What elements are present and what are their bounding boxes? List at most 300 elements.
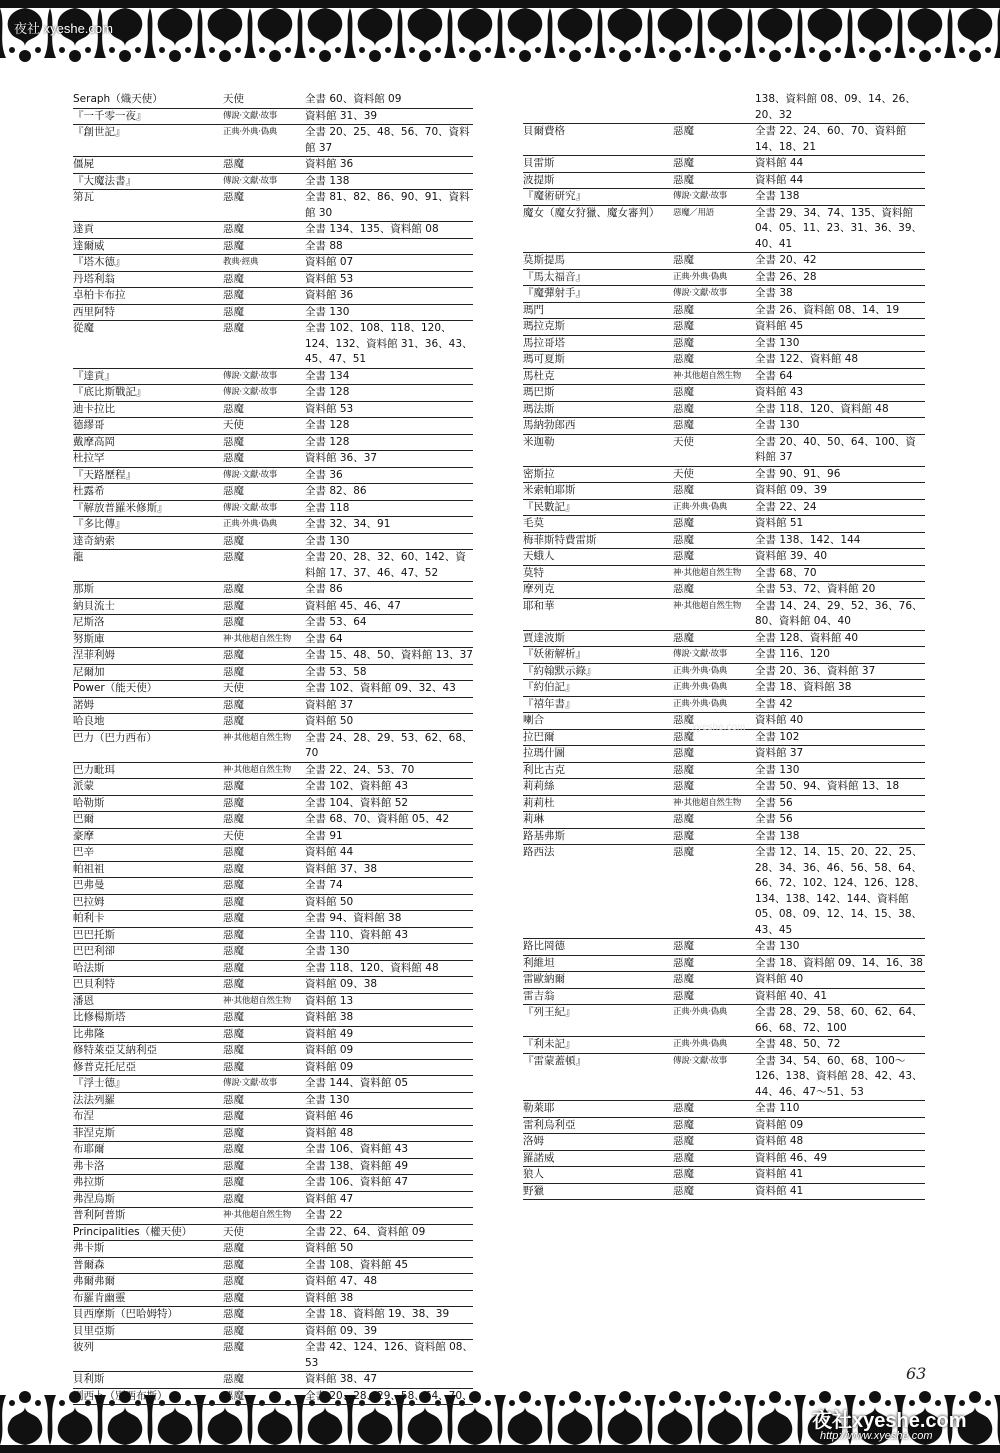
index-row — [73, 435, 473, 452]
index-row — [523, 763, 925, 780]
index-row-category: 傳說‧文獻‧故事 — [223, 502, 278, 513]
index-row — [523, 549, 925, 566]
index-row — [73, 878, 473, 895]
index-row-category: 神‧其他超自然生物 — [673, 797, 742, 808]
index-row-category: 惡魔 — [223, 1093, 244, 1106]
index-row — [523, 1037, 925, 1054]
index-row-category: 惡魔 — [223, 1242, 244, 1254]
index-row-refs: 全書 22、24 — [755, 500, 817, 513]
index-row — [523, 189, 925, 206]
index-row-name: 『馬太福音』 — [523, 270, 586, 283]
index-row-category: 惡魔 — [223, 191, 244, 203]
index-row-name: 德繆哥 — [73, 419, 105, 431]
index-row-name: 路基弗斯 — [523, 829, 565, 842]
index-row — [523, 779, 925, 796]
index-row-refs: 資料館 07 — [305, 256, 354, 268]
index-row — [73, 994, 473, 1011]
index-row-refs: 全書 138、資料館 49 — [305, 1159, 409, 1172]
index-row-name: 『天路歷程』 — [73, 468, 136, 481]
index-row-category: 神‧其他超自然生物 — [223, 1210, 292, 1220]
index-row — [73, 451, 473, 468]
index-row-refs: 資料館 44 — [755, 173, 804, 186]
index-row — [523, 631, 925, 648]
index-row-name: 普利阿普斯 — [73, 1209, 126, 1221]
index-row-refs: 全書 18、資料館 38 — [755, 681, 852, 693]
index-row-refs: 全書 130 — [755, 419, 800, 431]
index-row — [73, 255, 473, 272]
index-row — [523, 336, 925, 353]
index-row-refs: 資料館 44 — [305, 846, 354, 858]
index-row-category: 惡魔 — [673, 173, 694, 186]
index-row-name: 派蒙 — [73, 780, 94, 792]
index-row-refs: 全書 130 — [305, 534, 350, 547]
index-row-refs: 全書 53、72、資料館 20 — [755, 583, 876, 595]
index-row-refs: 全書 42 — [755, 697, 793, 710]
index-row-refs: 全書 138 — [305, 174, 350, 187]
index-row-category: 惡魔 — [223, 846, 244, 858]
index-row-refs: 全書 106、資料館 47 — [305, 1176, 409, 1188]
index-row-refs: 全書 128 — [305, 386, 350, 398]
index-row-name: 菲涅克斯 — [73, 1126, 115, 1139]
index-row-refs: 全書 68、70、資料館 05、42 — [305, 813, 450, 825]
index-row — [523, 1184, 925, 1201]
index-row-category: 惡魔 — [223, 1060, 244, 1073]
index-row — [73, 369, 473, 386]
index-row-refs: 全書 20、36、資料館 37 — [755, 664, 876, 677]
index-row-category: 惡魔 — [673, 780, 694, 792]
index-row-refs: 資料館 39、40 — [755, 550, 828, 562]
index-row — [73, 796, 473, 813]
index-row — [73, 272, 473, 289]
index-row-category: 惡魔 — [223, 1341, 244, 1353]
index-row-refs: 全書 20、25、48、56、70、資料館 37 — [305, 126, 470, 154]
index-row-category: 神‧其他超自然生物 — [223, 995, 292, 1006]
index-row — [523, 402, 925, 419]
index-row — [523, 599, 925, 631]
index-row-category: 惡魔／用語 — [673, 207, 715, 218]
index-row-name: 『多比傳』 — [73, 518, 126, 530]
index-row-name: 尼斯洛 — [73, 616, 105, 628]
index-row-name: 龍 — [73, 551, 84, 563]
index-row-refs: 全書 134 — [305, 369, 350, 382]
index-row-name: 從魔 — [73, 322, 94, 334]
index-row-name: 弗拉斯 — [73, 1176, 105, 1188]
index-row-refs: 全書 108、資料館 45 — [305, 1258, 409, 1271]
index-row-name: 『解放普羅米修斯』 — [73, 501, 168, 514]
index-row-name: 戴摩高岡 — [73, 435, 115, 448]
index-row — [73, 895, 473, 912]
index-row-category: 惡魔 — [223, 813, 244, 825]
index-row-category: 惡魔 — [223, 1143, 244, 1155]
index-row-category: 惡魔 — [673, 550, 694, 562]
index-row-refs: 資料館 37 — [305, 698, 354, 711]
index-row-refs: 全書 110、資料館 43 — [305, 928, 409, 941]
index-row-refs: 資料館 49 — [305, 1027, 354, 1040]
index-row — [523, 270, 925, 287]
index-row-refs: 全書 50、94、資料館 13、18 — [755, 780, 900, 792]
index-row-name: 別西卜（別西布斯） — [73, 1389, 168, 1402]
index-row-name: 『創世記』 — [73, 126, 126, 138]
index-row — [523, 697, 925, 714]
index-row-refs: 全書 130 — [755, 763, 800, 776]
index-row-refs: 全書 144、資料館 05 — [305, 1077, 409, 1089]
index-row-refs: 資料館 41 — [755, 1184, 804, 1197]
index-row-name: 巴弗曼 — [73, 879, 105, 891]
index-row — [73, 665, 473, 682]
index-row-name: 西里阿特 — [73, 305, 115, 318]
index-row-name: 巴爾 — [73, 813, 94, 825]
index-row — [523, 1167, 925, 1184]
index-row-category: 惡魔 — [223, 158, 244, 170]
index-row-category: 惡魔 — [673, 631, 694, 644]
index-row — [523, 989, 925, 1006]
index-row-refs: 全書 110 — [755, 1102, 800, 1114]
index-row-refs: 資料館 46、49 — [755, 1151, 828, 1164]
index-row-name: 貝雷斯 — [523, 157, 555, 169]
index-row-refs: 全書 128 — [305, 419, 350, 431]
index-row-category: 惡魔 — [223, 665, 244, 678]
index-row-name: 路西法 — [523, 846, 555, 858]
index-row-name: Principalities（權天使） — [73, 1225, 193, 1238]
index-row-name: 瑪可夏斯 — [523, 353, 565, 365]
index-row-category: 惡魔 — [673, 386, 694, 398]
index-row-name: 修特萊亞艾納利亞 — [73, 1044, 157, 1056]
index-row-category: 惡魔 — [223, 223, 244, 235]
top-ornamental-border — [0, 0, 1000, 70]
index-row — [73, 418, 473, 435]
index-row-category: 惡魔 — [223, 305, 244, 318]
index-row-name: 洛姆 — [523, 1135, 544, 1147]
index-row-refs: 全書 118、120、資料館 48 — [755, 402, 889, 415]
index-row — [73, 1291, 473, 1308]
index-row-category: 正典‧外典‧偽典 — [673, 501, 728, 512]
index-row-name: 羅諾威 — [523, 1151, 555, 1164]
index-row-name: 毛莫 — [523, 517, 544, 529]
index-row-category: 神‧其他超自然生物 — [673, 600, 742, 611]
index-row-name: 巴巴利卻 — [73, 945, 115, 957]
index-row-name: 瑪法斯 — [523, 402, 555, 415]
page-number: 63 — [906, 1364, 927, 1383]
index-row-refs: 資料館 53 — [305, 272, 354, 285]
index-row-category: 惡魔 — [223, 945, 244, 957]
index-row — [523, 516, 925, 533]
index-row-category: 惡魔 — [673, 1102, 694, 1114]
index-row-refs: 資料館 46 — [305, 1110, 354, 1122]
index-row-refs: 資料館 45、46、47 — [305, 599, 401, 612]
index-row-name: 『魔術研究』 — [523, 190, 586, 202]
index-row-name: 納貝流士 — [73, 599, 115, 612]
index-row-refs: 資料館 47 — [305, 1192, 354, 1205]
index-row — [73, 1340, 473, 1372]
index-row-name: 『妖術解析』 — [523, 648, 586, 660]
index-row-name: 貝里亞斯 — [73, 1324, 115, 1337]
index-row — [523, 972, 925, 989]
index-row-name: 摩列克 — [523, 583, 555, 595]
index-row-category: 天使 — [673, 467, 694, 480]
index-row — [73, 681, 473, 698]
index-row-category: 惡魔 — [223, 534, 244, 547]
index-row-refs: 全書 81、82、86、90、91、資料館 30 — [305, 191, 470, 219]
index-row-refs: 全書 130 — [755, 940, 800, 952]
index-row-refs: 全書 118 — [305, 501, 350, 514]
index-row — [523, 829, 925, 846]
index-row-name: 拉瑪什圖 — [523, 747, 565, 759]
index-row-name: 米迦勒 — [523, 435, 555, 448]
index-row-category: 惡魔 — [673, 763, 694, 776]
index-row-name: 『禧年書』 — [523, 697, 576, 710]
index-row-category: 惡魔 — [673, 813, 694, 825]
index-row — [523, 582, 925, 599]
index-row-continuation — [523, 92, 925, 124]
index-row-name: 雷利烏利亞 — [523, 1118, 576, 1131]
index-row-refs: 全書 118、120、資料館 48 — [305, 961, 439, 974]
index-row — [73, 550, 473, 582]
index-row-category: 正典‧外典‧偽典 — [673, 271, 728, 282]
index-row-category: 惡魔 — [223, 1110, 244, 1122]
index-row — [523, 746, 925, 763]
index-row-refs: 全書 102、資料館 43 — [305, 780, 409, 792]
index-row-name: 弗涅烏斯 — [73, 1192, 115, 1205]
index-row-category: 惡魔 — [673, 989, 694, 1002]
index-row-refs: 全書 130 — [305, 945, 350, 957]
index-row-name: 天蛾人 — [523, 550, 555, 562]
index-row-name: 野獵 — [523, 1184, 544, 1197]
index-row-category: 惡魔 — [673, 484, 694, 496]
index-row-refs: 全書 130 — [755, 336, 800, 349]
index-row-name: 帕祖祖 — [73, 862, 105, 875]
index-row-category: 正典‧外典‧偽典 — [673, 665, 728, 676]
index-row-refs: 全書 22、24、53、70 — [305, 763, 415, 776]
index-row-category: 天使 — [223, 829, 244, 842]
index-row-category: 傳說‧文獻‧故事 — [673, 288, 728, 298]
index-row — [73, 288, 473, 305]
index-row — [73, 599, 473, 616]
index-row-category: 惡魔 — [673, 254, 694, 266]
index-row-category: 惡魔 — [673, 419, 694, 431]
index-row-category: 惡魔 — [223, 961, 244, 974]
index-row-category: 傳說‧文獻‧故事 — [223, 469, 278, 480]
index-row — [73, 1208, 473, 1225]
index-row — [73, 1109, 473, 1126]
index-row — [523, 467, 925, 484]
index-row-refs: 全書 138、142、144 — [755, 533, 861, 546]
index-row-category: 惡魔 — [223, 978, 244, 990]
index-row-name: 『大魔法書』 — [73, 174, 136, 187]
index-row-category: 惡魔 — [223, 1044, 244, 1056]
index-row-name: 勒萊耶 — [523, 1102, 555, 1114]
index-row — [73, 1093, 473, 1110]
index-row-name: 尼爾加 — [73, 665, 105, 678]
index-row-refs: 資料館 09 — [305, 1060, 354, 1073]
index-row-refs: 資料館 37 — [755, 747, 804, 759]
index-row-category: 惡魔 — [223, 1027, 244, 1040]
index-row-name: 巴貝利特 — [73, 978, 115, 990]
index-row-category: 惡魔 — [673, 714, 694, 726]
index-row-category: 神‧其他超自然生物 — [223, 764, 292, 775]
index-row — [73, 1192, 473, 1209]
index-row-category: 神‧其他超自然生物 — [673, 567, 742, 578]
index-row — [73, 928, 473, 945]
index-row-category: 惡魔 — [673, 517, 694, 529]
index-row-name: 哈法斯 — [73, 961, 105, 974]
index-row-refs: 全書 18、資料館 09、14、16、38 — [755, 956, 923, 969]
index-row-name: 第瓦 — [73, 191, 94, 203]
index-row — [73, 92, 473, 109]
index-row-refs: 資料館 09 — [305, 1044, 354, 1056]
watermark-bottom-right: 夜社xyeshe.com — [812, 1410, 967, 1432]
index-row-refs: 全書 18、資料館 19、38、39 — [305, 1308, 450, 1320]
index-row-name: 瑪拉克斯 — [523, 320, 565, 332]
index-row — [523, 845, 925, 939]
index-row-category: 惡魔 — [223, 1373, 244, 1385]
index-row-refs: 全書 38 — [755, 287, 793, 299]
index-row-refs: 全書 102 — [755, 730, 800, 743]
index-row-refs: 資料館 09、39 — [305, 1324, 378, 1337]
index-row — [523, 812, 925, 829]
index-row-category: 惡魔 — [673, 303, 694, 316]
index-row-name: 『列王紀』 — [523, 1006, 576, 1018]
index-column-right — [523, 92, 925, 1200]
index-row-category: 天使 — [223, 93, 244, 105]
index-row-category: 正典‧外典‧偽典 — [673, 698, 728, 709]
index-row-category: 惡魔 — [673, 1184, 694, 1197]
index-row — [523, 435, 925, 467]
index-row-refs: 資料館 50 — [305, 715, 354, 727]
index-row — [523, 286, 925, 303]
index-row-name: 波提斯 — [523, 173, 555, 186]
index-row-category: 惡魔 — [673, 747, 694, 759]
index-row — [73, 1159, 473, 1176]
index-row-refs: 138、資料館 08、09、14、26、20、32 — [755, 93, 916, 121]
index-row-category: 惡魔 — [223, 583, 244, 595]
index-row-category: 惡魔 — [673, 336, 694, 349]
index-row — [523, 1118, 925, 1135]
index-row-name: 利維坦 — [523, 956, 555, 969]
index-row-category: 正典‧外典‧偽典 — [223, 127, 278, 137]
index-row-category: 惡魔 — [673, 956, 694, 969]
index-row — [73, 632, 473, 649]
index-row — [73, 1010, 473, 1027]
index-row-refs: 全書 130 — [305, 1093, 350, 1106]
index-row-name: 『塔木德』 — [73, 256, 126, 268]
index-row-refs: 資料館 50 — [305, 895, 354, 908]
index-row-refs: 全書 28、29、58、60、62、64、66、68、72、100 — [755, 1006, 923, 1034]
index-row-refs: 全書 138 — [755, 829, 800, 842]
index-row-category: 惡魔 — [223, 1324, 244, 1337]
index-row-refs: 全書 34、54、60、68、100～126、138、資料館 28、42、43、44、46、47～51、53 — [755, 1054, 923, 1098]
index-row-category: 惡魔 — [223, 616, 244, 628]
index-row — [523, 253, 925, 270]
index-row-refs: 全書 20、42 — [755, 254, 817, 266]
index-row-refs: 資料館 44 — [755, 157, 804, 169]
index-row-name: 『利未記』 — [523, 1038, 576, 1050]
index-row — [73, 1175, 473, 1192]
index-row-category: 傳說‧文獻‧故事 — [223, 370, 278, 381]
index-row-refs: 全書 122、資料館 48 — [755, 353, 859, 365]
index-row — [523, 483, 925, 500]
index-row-refs: 全書 20、28、29、58、64、70、 — [305, 1389, 473, 1402]
index-row — [523, 1134, 925, 1151]
index-row-category: 惡魔 — [223, 928, 244, 941]
index-row-name: 巴拉姆 — [73, 895, 105, 908]
index-row-category: 神‧其他超自然生物 — [223, 732, 292, 743]
index-row-category: 惡魔 — [223, 895, 244, 908]
index-row-category: 惡魔 — [223, 862, 244, 875]
index-row — [73, 812, 473, 829]
index-row-name: Seraph（熾天使） — [73, 93, 163, 105]
index-row-refs: 資料館 48 — [755, 1135, 804, 1147]
index-row — [523, 500, 925, 517]
index-row-refs: 全書 22、64、資料館 09 — [305, 1225, 426, 1238]
index-row-name: 比弗隆 — [73, 1027, 105, 1040]
index-row-refs: 全書 20、28、32、60、142、資料館 17、37、46、47、52 — [305, 551, 466, 579]
index-row-refs: 全書 24、28、29、53、62、68、70 — [305, 731, 473, 759]
index-row-name: 拉巴爾 — [523, 730, 555, 743]
index-row-refs: 全書 14、24、29、52、36、76、80、資料館 04、40 — [755, 599, 923, 627]
index-row-category: 傳說‧文獻‧故事 — [223, 175, 278, 186]
index-row — [523, 680, 925, 697]
index-row-refs: 全書 94、資料館 38 — [305, 912, 402, 924]
index-row — [523, 664, 925, 681]
index-row-refs: 資料館 38 — [305, 1011, 354, 1023]
index-row — [73, 1324, 473, 1341]
index-row-name: 莉莉絲 — [523, 780, 555, 792]
index-row-refs: 全書 22、24、60、70、資料館 14、18、21 — [755, 125, 910, 153]
index-row-name: 彼列 — [73, 1341, 94, 1353]
index-row-refs: 資料館 40 — [755, 714, 804, 726]
index-row-refs: 全書 42、124、126、資料館 08、53 — [305, 1341, 473, 1369]
index-row — [73, 1027, 473, 1044]
index-row-name: 法法列羅 — [73, 1093, 115, 1106]
index-row-category: 正典‧外典‧偽典 — [223, 519, 278, 529]
index-row-name: 『浮士德』 — [73, 1077, 126, 1089]
index-row — [73, 402, 473, 419]
index-row-name: 丹塔利翁 — [73, 272, 115, 285]
index-row-category: 惡魔 — [223, 1275, 244, 1287]
index-row — [73, 1258, 473, 1275]
index-row-category: 惡魔 — [223, 289, 244, 301]
index-row-refs: 全書 29、34、74、135、資料館 04、05、11、23、31、36、39、40、41 — [755, 206, 923, 250]
index-row — [73, 517, 473, 534]
index-row — [73, 1389, 473, 1406]
index-row — [73, 468, 473, 485]
index-row-name: 哈勒斯 — [73, 796, 105, 809]
index-row-refs: 資料館 09、38 — [305, 978, 378, 990]
index-row — [523, 303, 925, 320]
index-row — [73, 1307, 473, 1324]
index-row-refs: 全書 64 — [305, 632, 343, 645]
index-row-category: 惡魔 — [223, 272, 244, 285]
index-row-name: 巴辛 — [73, 846, 94, 858]
index-row — [73, 239, 473, 256]
index-row-name: 密斯拉 — [523, 467, 555, 480]
index-row-name: 魔女（魔女狩獵、魔女審判） — [523, 206, 660, 219]
index-row-name: 弗卡洛 — [73, 1159, 105, 1172]
index-row-category: 惡魔 — [223, 1126, 244, 1139]
index-row — [73, 157, 473, 174]
index-row-category: 惡魔 — [673, 1135, 694, 1147]
index-row — [73, 862, 473, 879]
index-row-refs: 全書 53、58 — [305, 665, 367, 678]
index-row-name: 莫特 — [523, 566, 544, 579]
index-row-refs: 資料館 48 — [305, 1126, 354, 1139]
index-row-name: 梅菲斯特費雷斯 — [523, 533, 597, 546]
index-row-category: 惡魔 — [223, 1389, 244, 1402]
index-row-name: 達奇納索 — [73, 534, 115, 547]
index-row-name: 布涅 — [73, 1110, 94, 1122]
index-row-category: 惡魔 — [223, 796, 244, 809]
index-row-category: 惡魔 — [673, 1118, 694, 1131]
